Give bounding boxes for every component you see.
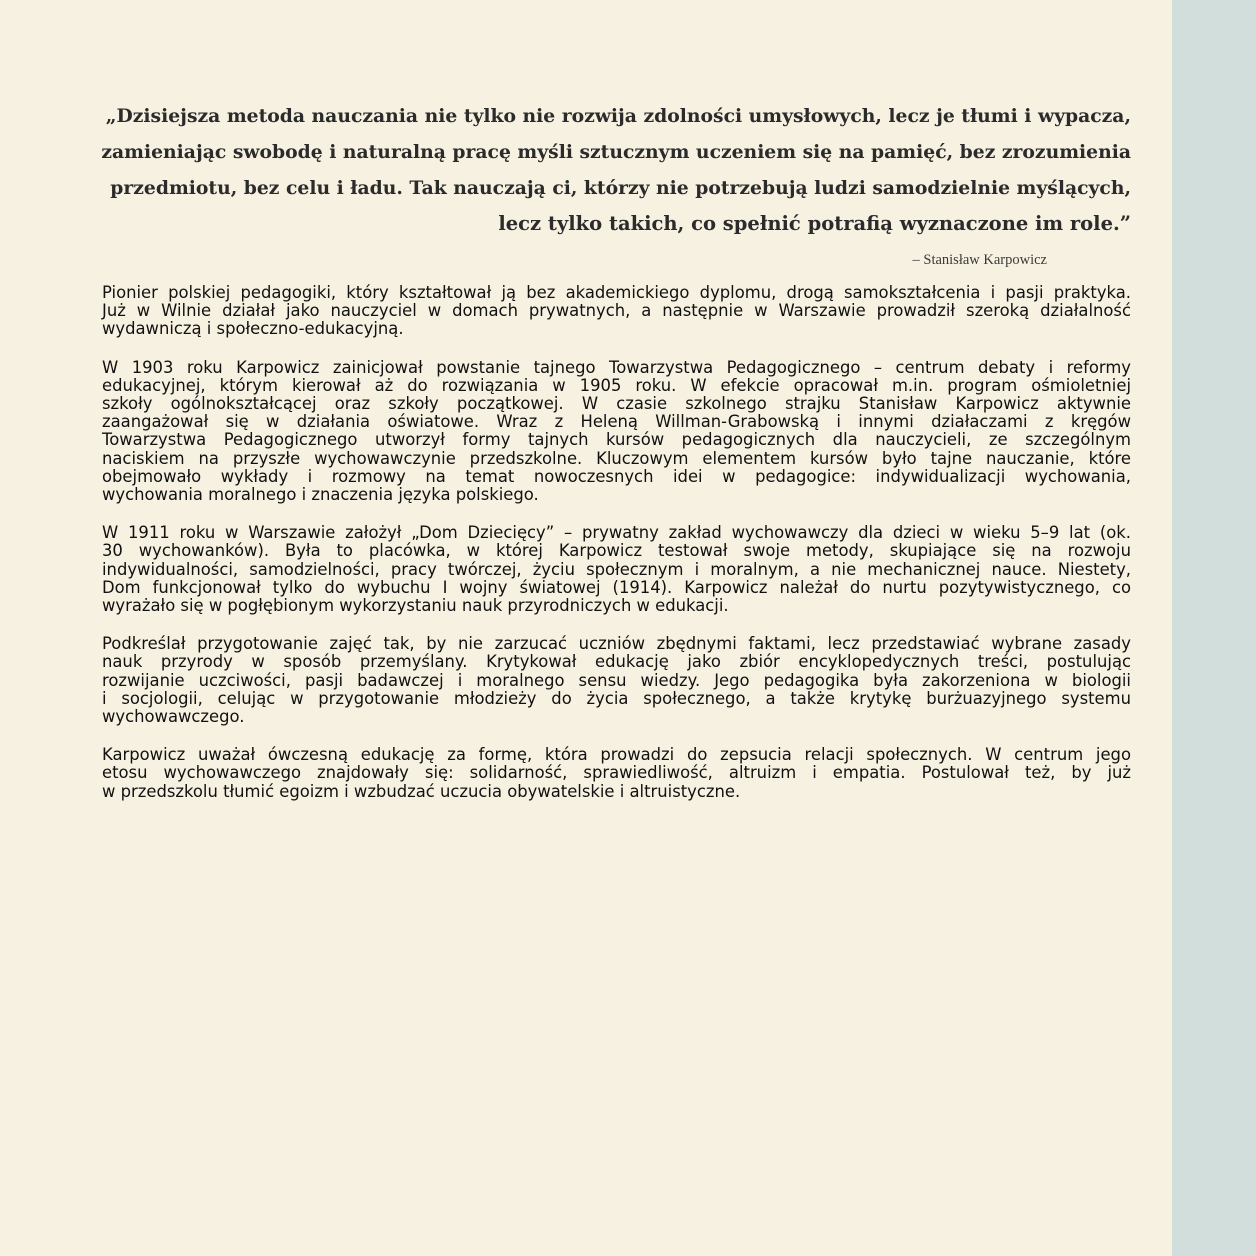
quote-attribution: – Stanisław Karpowicz (912, 252, 1047, 268)
quote (100, 98, 1131, 242)
text-line: Towarzystwa Pedagogicznego utworzył formy tajnych kursów pedagogicznych dla nauczycieli, ze szczególnym (102, 430, 1131, 450)
quote-line: „Dzisiejsza metoda nauczania nie tylko nie rozwija zdolności umysłowych, lecz je tłumi i wypacza, (105, 105, 1131, 127)
text-line: wydawniczą i społeczno-edukacyjną. (102, 319, 404, 339)
text-line: wyrażało się w pogłębionym wykorzystaniu nauk przyrodniczych w edukacji. (102, 596, 729, 616)
paragraph-5 (102, 746, 1131, 801)
text-line: etosu wychowawczego znajdowały się: solidarność, sprawiedliwość, altruizm i empatia. Postulował też, by już (102, 763, 1131, 783)
paragraph-3 (102, 524, 1131, 615)
paragraph-4 (102, 635, 1131, 726)
text-line: zaangażował się w działania oświatowe. Wraz z Heleną Willman-Grabowską i innymi działaczami z kręgów (102, 412, 1131, 432)
text-line: szkoły ogólnokształcącej oraz szkoły początkowej. W czasie szkolnego strajku Stanisław Karpowicz aktywnie (102, 394, 1131, 414)
text-line: naciskiem na przyszłe wychowawczynie przedszkolne. Kluczowym elementem kursów było tajne nauczanie, które (102, 448, 1131, 468)
text-line: W 1911 roku w Warszawie założył „Dom Dziecięcy” – prywatny zakład wychowawczy dla dzieci w wieku 5–9 lat (ok. (102, 523, 1131, 543)
paragraph-2 (102, 359, 1131, 505)
text-line: edukacyjnej, którym kierował aż do rozwiązania w 1905 roku. W efekcie opracował m.in. program ośmioletniej (102, 375, 1131, 395)
text-line: w przedszkolu tłumić egoizm i wzbudzać uczucia obywatelskie i altruistyczne. (102, 781, 741, 801)
body-text (102, 284, 1131, 821)
text-line: Karpowicz uważał ówczesną edukację za formę, która prowadzi do zepsucia relacji społecznych. W centrum jego (102, 745, 1131, 765)
quote-line: lecz tylko takich, co spełnić potrafią wyznaczone im role.” (498, 212, 1131, 235)
paragraph-1 (102, 284, 1131, 339)
text-line: wychowania moralnego i znaczenia języka polskiego. (102, 485, 539, 505)
quote-line: przedmiotu, bez celu i ładu. Tak nauczają ci, którzy nie potrzebują ludzi samodzielnie myślących, (110, 177, 1131, 199)
text-line: Pionier polskiej pedagogiki, który kształtował ją bez akademickiego dyplomu, drogą samokształcenia i pasji praktyka. (102, 283, 1131, 302)
text-line: obejmowało wykłady i rozmowy na temat nowoczesnych idei w pedagogice: indywidualizacji wychowania, (102, 466, 1131, 486)
text-line: Dom funkcjonował tylko do wybuchu I wojny światowej (1914). Karpowicz należał do nurtu pozytywistycznego, co (102, 577, 1131, 597)
text-line: Podkreślał przygotowanie zajęć tak, by nie zarzucać uczniów zbędnymi faktami, lecz przedstawiać wybrane zasady (102, 634, 1131, 654)
text-line: i socjologii, celując w przygotowanie młodzieży do życia społecznego, a także krytykę burżuazyjnego systemu (102, 688, 1131, 708)
text-line: indywidualności, samodzielności, pracy twórczej, życiu społecznym i moralnym, a nie mechanicznej nauce. Niestety, (102, 559, 1131, 579)
text-line: rozwijanie uczciwości, pasji badawczej i moralnego sensu wiedzy. Jego pedagogika była zakorzeniona w biologii (102, 670, 1131, 690)
text-line: nauk przyrody w sposób przemyślany. Krytykował edukację jako zbiór encyklopedycznych treści, postulując (102, 652, 1131, 672)
text-line: wychowawczego. (102, 707, 245, 727)
text-line: W 1903 roku Karpowicz zainicjował powstanie tajnego Towarzystwa Pedagogicznego – centrum debaty i reformy (102, 357, 1131, 377)
text-line: Już w Wilnie działał jako nauczyciel w domach prywatnych, a następnie w Warszawie prowadził szeroką działalność (102, 301, 1131, 321)
quote-line: zamieniając swobodę i naturalną pracę myśli sztucznym uczeniem się na pamięć, bez zrozumienia (101, 141, 1131, 163)
text-line: 30 wychowanków). Była to placówka, w której Karpowicz testował swoje metody, skupiające się na rozwoju (102, 541, 1131, 561)
side-strip (1172, 0, 1256, 1256)
